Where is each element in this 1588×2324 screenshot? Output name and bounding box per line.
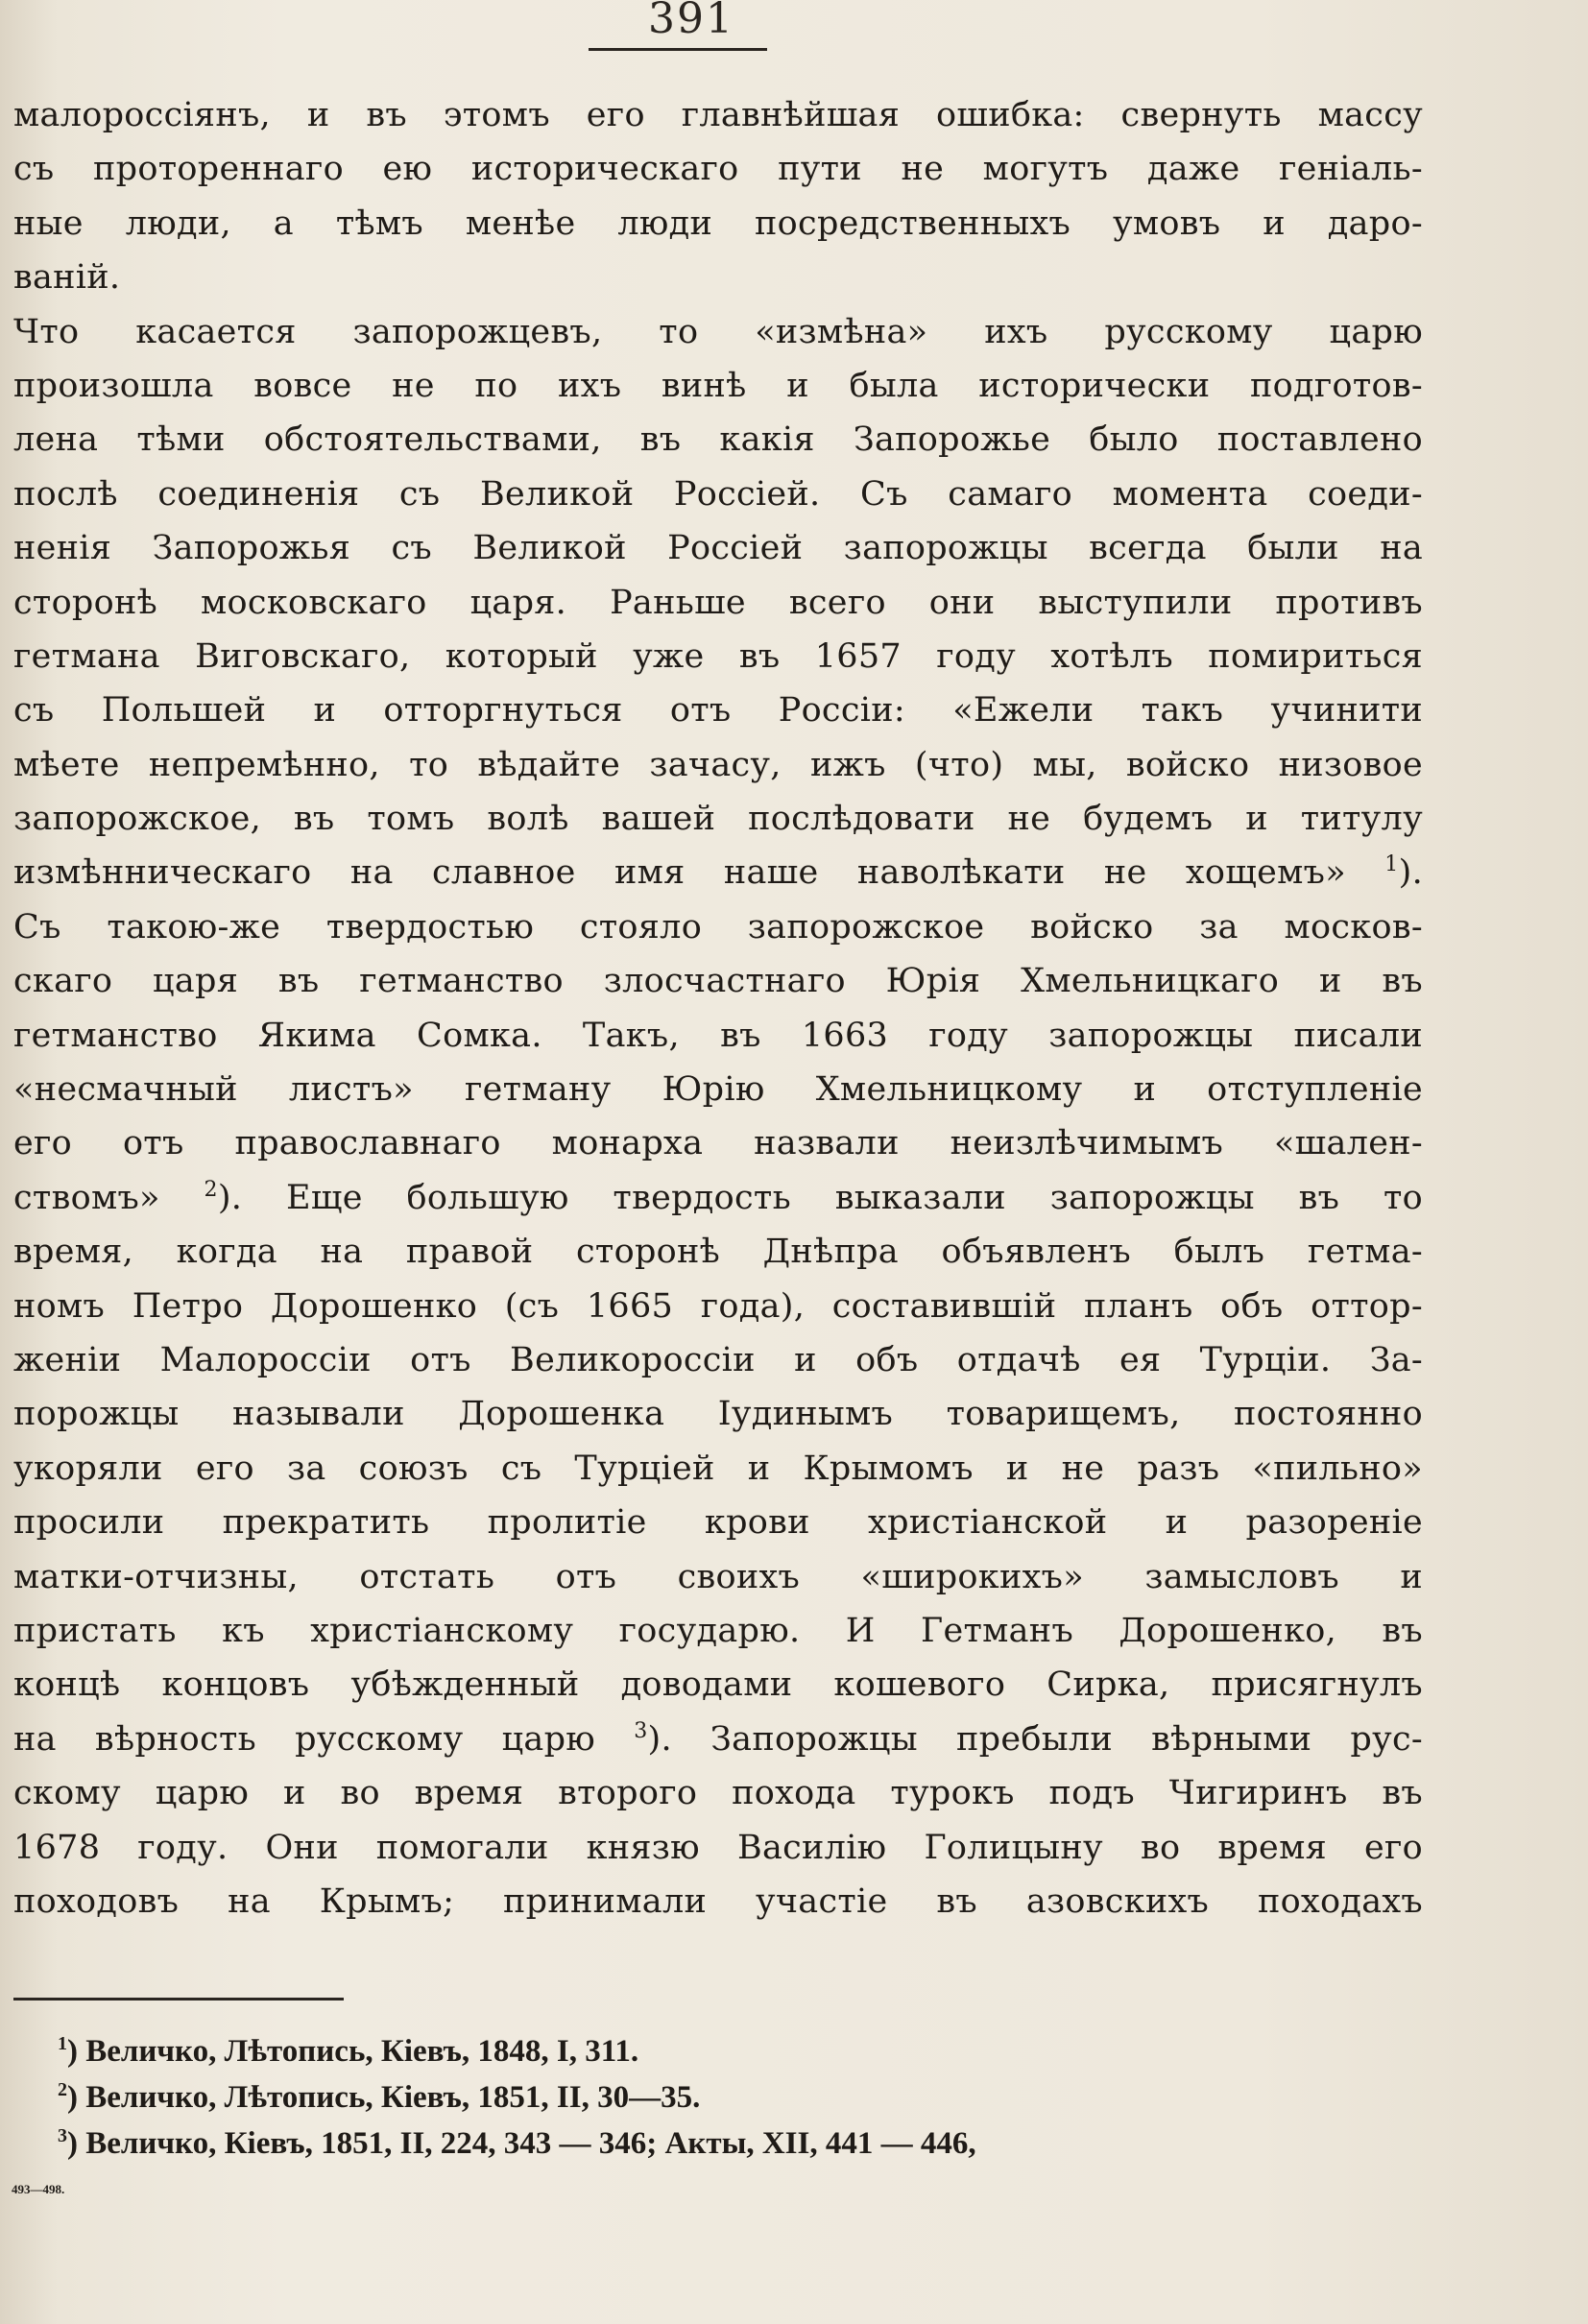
text-line [13, 1171, 1423, 1225]
text-line: съ Польшей и отторгнуться отъ Россіи: «Ежели такъ учинити [13, 691, 1423, 731]
text-line: пристать къ христіанскому государю. И Гетманъ Дорошенко, въ [13, 1611, 1423, 1650]
footnote [58, 2120, 1446, 2167]
text-line: ваній. [13, 258, 121, 298]
text-line: его отъ православнаго монарха назвали неизлѣчимымъ «шален- [13, 1124, 1423, 1163]
text-line: «несмачный листъ» гетману Юрію Хмельницкому и отступленіе [13, 1070, 1423, 1110]
text-segment: ствомъ» [13, 1178, 160, 1217]
text-line: малороссіянъ, и въ этомъ его главнѣйшая ошибка: свернуть массу [13, 96, 1423, 134]
footnote-ref: 3 [634, 1718, 648, 1743]
footnote [58, 2028, 1446, 2074]
text-line: мѣете непремѣнно, то вѣдайте зачасу, ижъ (что) мы, войско низовое [13, 745, 1423, 784]
text-line: порожцы называли Дорошенка Іудинымъ товарищемъ, постоянно [13, 1395, 1423, 1434]
footnote-text: ) Величко, Лѣтопись, Кіевъ, 1851, II, 30—35. [67, 2080, 701, 2115]
footnote-text: ) Величко, Лѣтопись, Кіевъ, 1848, I, 311. [67, 2034, 639, 2069]
text-line: женіи Малороссіи отъ Великороссіи и объ отдачѣ ея Турціи. За- [13, 1340, 1423, 1379]
footnote [58, 2074, 1446, 2120]
text-segment: ). Еще большую твердость выказали запорожцы въ то [217, 1178, 1423, 1217]
footnote-mark: 1 [58, 2033, 67, 2054]
text-line [13, 846, 1423, 899]
text-line [13, 1713, 1423, 1766]
footnote-mark: 3 [58, 2125, 67, 2146]
header-rule [589, 48, 767, 51]
footnote-text: 493—498. [12, 2182, 65, 2196]
text-line: лена тѣми обстоятельствами, въ какія Запорожье было поставлено [13, 420, 1423, 460]
text-line: гетмана Виговскаго, который уже въ 1657 году хотѣлъ помириться [13, 636, 1423, 676]
text-line: номъ Петро Дорошенко (съ 1665 года), составившій планъ объ оттор- [13, 1286, 1423, 1326]
text-line: гетманство Якима Сомка. Такъ, въ 1663 году запорожцы писали [13, 1016, 1423, 1055]
text-segment: измѣнническаго на славное имя наше наволѣкати не хощемъ» [13, 853, 1346, 893]
text-line: укоряли его за союзъ съ Турціей и Крымомъ и не разъ «пильно» [13, 1449, 1423, 1488]
footnote-text: ) Величко, Кіевъ, 1851, II, 224, 343 — 346; Акты, XII, 441 — 446, [67, 2126, 976, 2161]
text-line: матки-отчизны, отстать отъ своихъ «широкихъ» замысловъ и [13, 1557, 1423, 1596]
body-text [13, 88, 1423, 1929]
text-line: запорожское, въ томъ волѣ вашей послѣдовати не будемъ и титулу [13, 800, 1423, 839]
page-number: 391 [648, 0, 734, 43]
footnote-rule [13, 1998, 344, 2001]
text-segment: на вѣрность русскому царю [13, 1719, 596, 1759]
text-line: скаго царя въ гетманство злосчастнаго Юрія Хмельницкаго и въ [13, 962, 1423, 1001]
text-line: произошла вовсе не по ихъ винѣ и была исторически подготов- [13, 366, 1423, 405]
text-line: время, когда на правой сторонѣ Днѣпра объявленъ былъ гетма- [13, 1233, 1423, 1272]
text-line: 1678 году. Они помогали князю Василію Голицыну во время его [13, 1828, 1423, 1867]
footnote-ref: 1 [1384, 852, 1399, 877]
text-line: походовъ на Крымъ; принимали участіе въ азовскихъ походахъ [13, 1881, 1423, 1921]
footnote-mark: 2 [58, 2079, 67, 2100]
text-line: ные люди, а тѣмъ менѣе люди посредственныхъ умовъ и даро- [13, 204, 1423, 243]
text-line: ненія Запорожья съ Великой Россіей запорожцы всегда были на [13, 529, 1423, 568]
text-segment: ). Запорожцы пребыли вѣрными рус- [647, 1719, 1423, 1759]
footnote-continuation [12, 2167, 1446, 2213]
text-line: концѣ концовъ убѣжденный доводами кошевого Сирка, присягнулъ [13, 1665, 1423, 1705]
text-segment: ). [1398, 853, 1423, 893]
text-line: Что касается запорожцевъ, то «измѣна» ихъ русскому царю [13, 312, 1423, 351]
text-line: съ протореннаго ею историческаго пути не могутъ даже геніаль- [13, 150, 1423, 189]
footnotes [12, 2028, 1446, 2213]
text-line: сторонѣ московскаго царя. Раньше всего они выступили противъ [13, 583, 1423, 622]
footnote-ref: 2 [204, 1177, 218, 1202]
text-line: скому царю и во время второго похода турокъ подъ Чигиринъ въ [13, 1774, 1423, 1813]
text-line: послѣ соединенія съ Великой Россіей. Съ самаго момента соеди- [13, 474, 1423, 514]
text-line: Съ такою-же твердостью стояло запорожское войско за москов- [13, 907, 1423, 946]
text-line: просили прекратить пролитіе крови христіанской и разореніе [13, 1503, 1423, 1543]
